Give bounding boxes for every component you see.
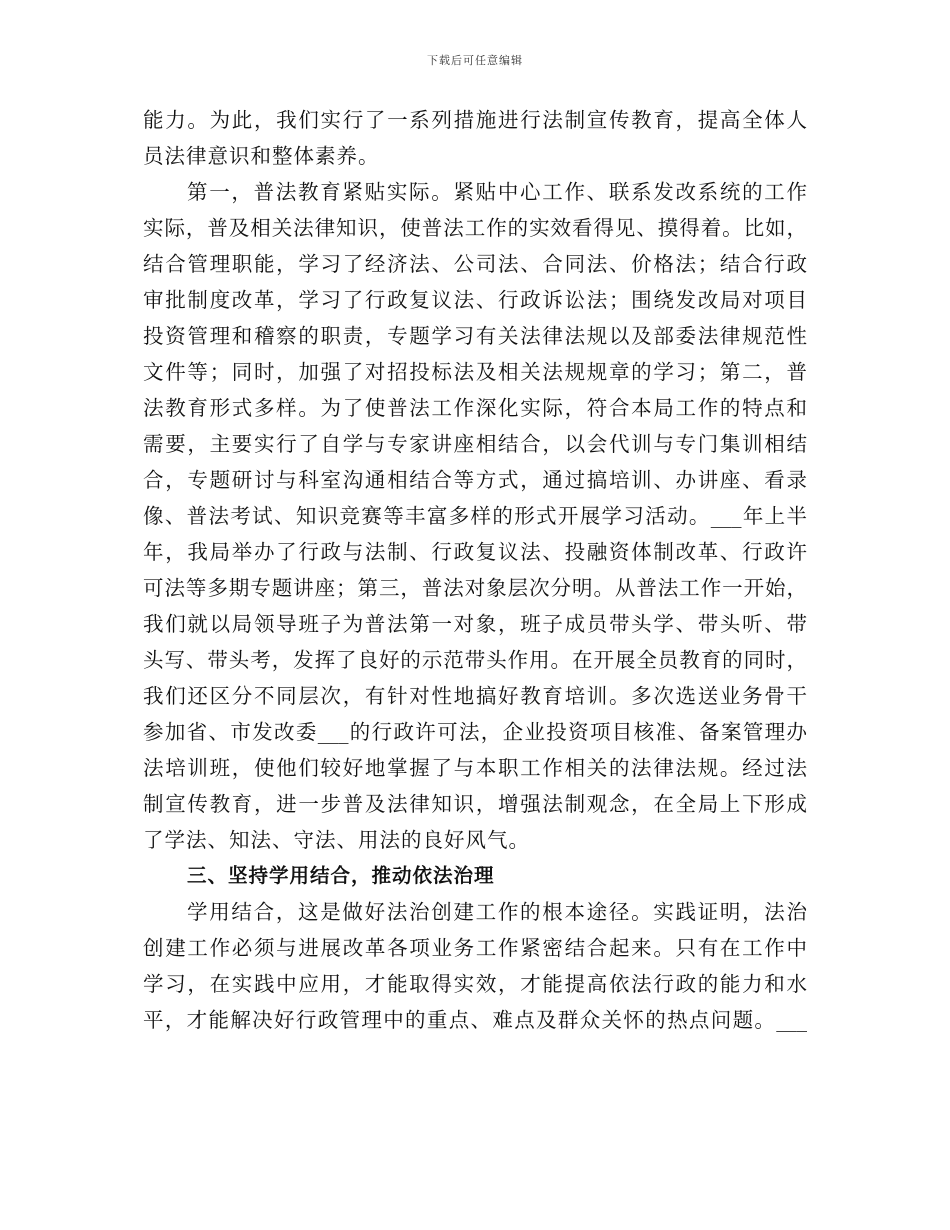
paragraph-first-line [143, 174, 813, 210]
text-line-content: 创建工作必须与进展改革各项业务工作紧密结合起来。只有在工作中 [143, 936, 807, 960]
text-line-content: 学习，在实践中应用，才能取得实效，才能提高依法行政的能力和水 [143, 972, 807, 996]
text-line-content: 平，才能解决好行政管理中的重点、难点及群众关怀的热点问题。___ [143, 1008, 807, 1032]
text-line [143, 822, 813, 858]
paragraph-first-line [143, 894, 813, 930]
text-line-content: 实际，普及相关法律知识，使普法工作的实效看得见、摸得着。比如， [143, 216, 807, 240]
text-line [143, 282, 813, 318]
text-line-content: 头写、带头考，发挥了良好的示范带头作用。在开展全员教育的同时， [143, 648, 807, 672]
text-line [143, 462, 813, 498]
text-line [143, 930, 813, 966]
text-line [143, 966, 813, 1002]
text-line-content: 我们还区分不同层次，有针对性地搞好教育培训。多次选送业务骨干 [143, 684, 807, 708]
text-line-content: 年，我局举办了行政与法制、行政复议法、投融资体制改革、行政许 [143, 540, 807, 564]
text-line [143, 426, 813, 462]
text-line-content: 学用结合，这是做好法治创建工作的根本途径。实践证明，法治 [187, 900, 807, 924]
section-heading [143, 858, 813, 894]
section-heading-text: 三、坚持学用结合，推动依法治理 [187, 864, 495, 887]
text-line [143, 246, 813, 282]
text-line [143, 390, 813, 426]
text-line-content: 文件等；同时，加强了对招投标法及相关法规规章的学习；第二，普 [143, 360, 807, 384]
text-line [143, 534, 813, 570]
text-line-content: 结合管理职能，学习了经济法、公司法、合同法、价格法；结合行政 [143, 252, 807, 276]
text-line-content: 法教育形式多样。为了使普法工作深化实际，符合本局工作的特点和 [143, 396, 807, 420]
text-line-content: 员法律意识和整体素养。 [143, 144, 380, 168]
text-line [143, 678, 813, 714]
text-line [143, 786, 813, 822]
text-line-content: 我们就以局领导班子为普法第一对象，班子成员带头学、带头听、带 [143, 612, 807, 636]
text-line [143, 606, 813, 642]
text-line-content: 可法等多期专题讲座；第三，普法对象层次分明。从普法工作一开始， [143, 576, 807, 600]
text-line-content: 审批制度改革，学习了行政复议法、行政诉讼法；围绕发改局对项目 [143, 288, 807, 312]
text-line [143, 354, 813, 390]
text-line [143, 498, 813, 534]
text-line [143, 570, 813, 606]
text-line-content: 需要，主要实行了自学与专家讲座相结合，以会代训与专门集训相结 [143, 432, 807, 456]
text-line [143, 102, 813, 138]
text-line-content: 法培训班，使他们较好地掌握了与本职工作相关的法律法规。经过法 [143, 756, 807, 780]
text-line-content: 能力。为此，我们实行了一系列措施进行法制宣传教育，提高全体人 [143, 108, 807, 132]
page-header: 下载后可任意编辑 [427, 54, 523, 67]
document-body [143, 102, 813, 1038]
text-line [143, 1002, 813, 1038]
text-line-content: 制宣传教育，进一步普及法律知识，增强法制观念，在全局上下形成 [143, 792, 807, 816]
text-line-content: 合，专题研讨与科室沟通相结合等方式，通过搞培训、办讲座、看录 [143, 468, 807, 492]
text-line-content: 像、普法考试、知识竞赛等丰富多样的形式开展学习活动。___年上半 [143, 504, 807, 528]
text-line [143, 210, 813, 246]
text-line [143, 750, 813, 786]
text-line-content: 了学法、知法、守法、用法的良好风气。 [143, 828, 530, 852]
text-line-content: 参加省、市发改委___的行政许可法，企业投资项目核准、备案管理办 [143, 720, 807, 744]
text-line [143, 138, 813, 174]
text-line-content: 第一，普法教育紧贴实际。紧贴中心工作、联系发改系统的工作 [187, 180, 807, 204]
text-line [143, 714, 813, 750]
text-line-content: 投资管理和稽察的职责，专题学习有关法律法规以及部委法律规范性 [143, 324, 807, 348]
text-line [143, 642, 813, 678]
text-line [143, 318, 813, 354]
